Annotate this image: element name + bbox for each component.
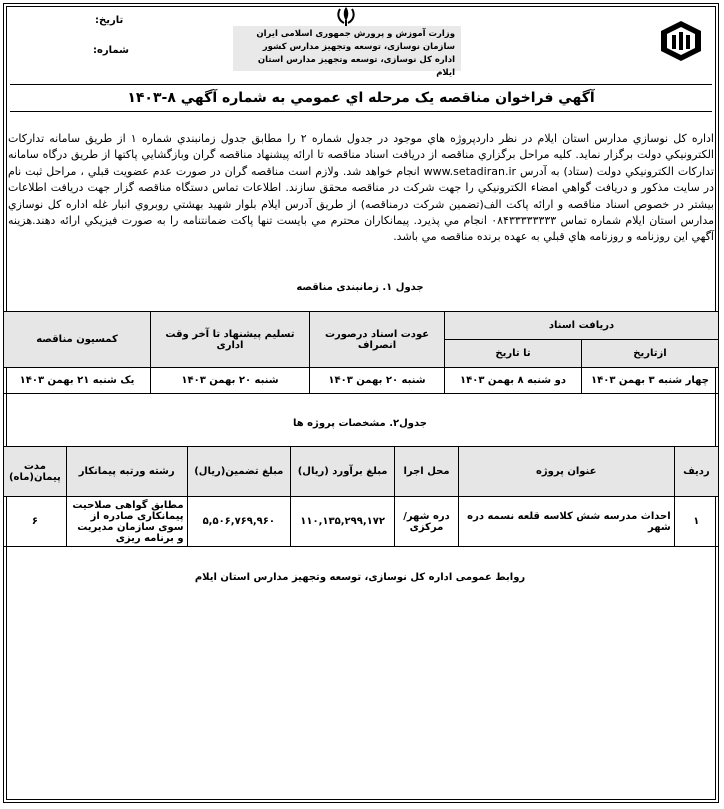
cell-submit: شنبه ۲۰ بهمن ۱۴۰۳ bbox=[151, 368, 310, 394]
cell-commission: یک شنبه ۲۱ بهمن ۱۴۰۳ bbox=[4, 368, 151, 394]
header-location: محل اجرا bbox=[395, 447, 459, 497]
table1-caption: جدول ۱. زمانبندی مناقصه bbox=[296, 282, 424, 293]
ministry-line-3: اداره کل نوسازی، توسعه وتجهیز مدارس استان ایلام bbox=[257, 55, 455, 78]
header-return-docs: عودت اسناد درصورت انصراف bbox=[310, 312, 445, 368]
cell-guarantee: ۵,۵۰۶,۷۶۹,۹۶۰ bbox=[187, 497, 290, 547]
cell-return-docs: شنبه ۲۰ بهمن ۱۴۰۳ bbox=[310, 368, 445, 394]
table2-caption: جدول۲. مشخصات پروژه ها bbox=[292, 418, 427, 429]
header-commission: کمسیون مناقصه bbox=[4, 312, 151, 368]
notice-title: آگهي فراخوان مناقصه يک مرحله اي عمومي به شماره آگهي ۸-۱۴۰۳ bbox=[10, 84, 712, 112]
header-estimate: مبلغ برآورد (ریال) bbox=[291, 447, 395, 497]
projects-table bbox=[3, 446, 719, 547]
date-label: تاریخ: bbox=[95, 15, 124, 26]
header-row-no: ردیف bbox=[674, 447, 718, 497]
cell-from-date: چهار شنبه ۳ بهمن ۱۴۰۳ bbox=[582, 368, 719, 394]
header-duration: مدت پیمان(ماه) bbox=[4, 447, 67, 497]
public-relations-footer: روابط عمومی اداره کل نوسازی، توسعه وتجهیز مدارس استان ایلام bbox=[194, 572, 526, 583]
number-label: شماره: bbox=[93, 45, 129, 56]
cell-grade: مطابق گواهی صلاحیت پیمانکاری صادره از سوی سازمان مدیریت و برنامه ریزی bbox=[66, 497, 187, 547]
ministry-line-1: وزارت آموزش و پرورش جمهوری اسلامی ایران bbox=[256, 29, 455, 39]
cell-estimate: ۱۱۰,۱۳۵,۲۹۹,۱۷۲ bbox=[291, 497, 395, 547]
cell-location: دره شهر/مرکزی bbox=[395, 497, 459, 547]
cell-to-date: دو شنبه ۸ بهمن ۱۴۰۳ bbox=[445, 368, 582, 394]
cell-duration: ۶ bbox=[4, 497, 67, 547]
ministry-header bbox=[233, 26, 461, 78]
notice-body: اداره کل نوسازي مدارس استان ايلام در نظر داردپروژه هاي موجود در جدول شماره ۲ را مطابق جدول زمانبندي شماره ۱ از طريق سامانه تدارکات الکترونيکي دولت برگزار نمايد. کليه مراحل برگزاري مناقصه از دريافت اسناد مناقصه تا ارائه پيشنهاد مناقصه گران وبازگشايي پاکتها از طريق درگاه سامانه تدارکات الکترونيکي دولت (ستاد) به آدرس www.setadiran.ir انجام خواهد شد. ولازم است مناقصه گران در صورت عدم عضويت قبلي ، مراحل ثبت نام در سايت مذکور و دريافت گواهي امضاء الکترونيکي را جهت شرکت در مناقصه محقق سازند. اطلاعات تماس دستگاه مناقصه گزار جهت دريافت اطلاعات بيشتر در خصوص اسناد مناقصه و ارائه پاکت الف(تضمين شرکت درمناقصه) از طريق آدرس ايلام بلوار شهيد بهشتي روبروي انبار غله اداره کل نوسازي مدارس استان ايلام شماره تماس ۰۸۴۳۳۳۳۳۳۳۳ انجام مي پذيرد. پيمانکاران محترم مي بايست تنها پاکت ضمانتنامه را به صورت فيزيکي ارائه دهند.هزينه آگهي اين روزنامه و روزنامه هاي قبلي به عهده برنده مناقصه مي باشد. bbox=[8, 132, 714, 244]
page-border-inner bbox=[6, 6, 716, 800]
header-guarantee: مبلغ تضمین(ریال) bbox=[187, 447, 290, 497]
header-submit: تسلیم پیشنهاد تا آخر وقت اداری bbox=[151, 312, 310, 368]
header-to-date: تا تاریخ bbox=[445, 340, 582, 368]
header-grade: رشته ورتبه پیمانکار bbox=[66, 447, 187, 497]
cell-project-title: احداث مدرسه شش کلاسه قلعه نسمه دره شهر bbox=[458, 497, 674, 547]
header-from-date: ازتاریخ bbox=[582, 340, 719, 368]
cell-row-no: ۱ bbox=[674, 497, 718, 547]
iran-emblem-icon bbox=[334, 5, 358, 27]
schedule-table bbox=[3, 311, 719, 394]
ministry-line-2: سازمان نوسازی، توسعه وتجهیز مدارس کشور bbox=[262, 42, 455, 52]
organization-logo-icon bbox=[657, 19, 705, 63]
header-project-title: عنوان پروژه bbox=[458, 447, 674, 497]
header-receive-docs: دریافت اسناد bbox=[445, 312, 719, 340]
